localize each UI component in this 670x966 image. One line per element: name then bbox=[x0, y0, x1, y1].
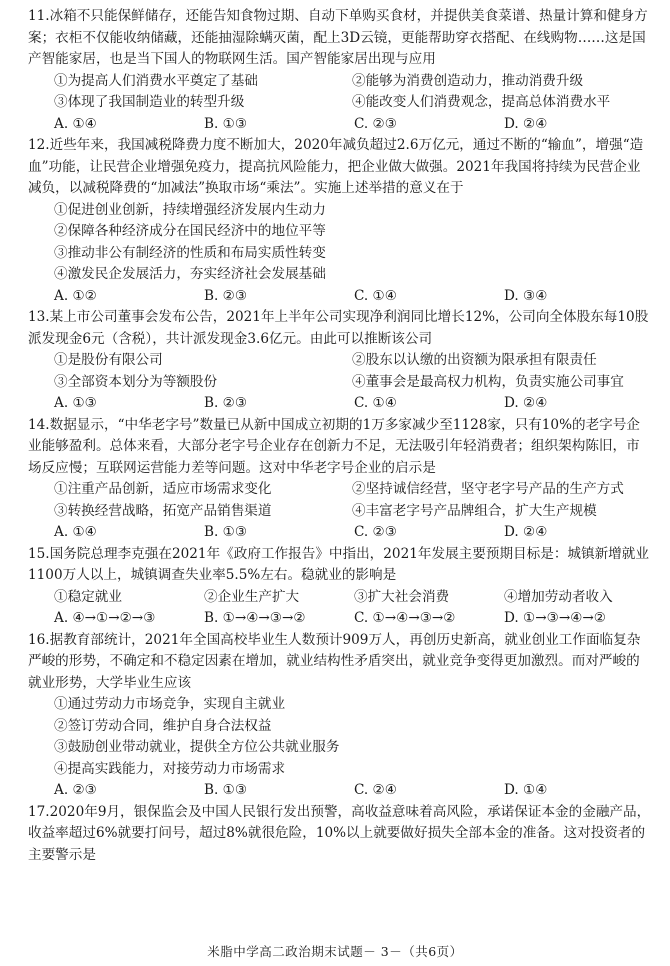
choice-b: B. ①③ bbox=[204, 524, 248, 540]
option-3: ③推动非公有制经济的性质和布局实质性转变 bbox=[54, 244, 326, 261]
option-1: ①为提高人们消费水平奠定了基础 bbox=[54, 72, 258, 89]
choice-b: B. ①③ bbox=[204, 115, 248, 132]
option-3: ③鼓励创业带动就业，提供全方位公共就业服务 bbox=[54, 739, 340, 755]
option-2: ②签订劳动合同，维护自身合法权益 bbox=[54, 717, 272, 734]
option-4: ④激发民企发展活力，夯实经济社会发展基础 bbox=[54, 266, 326, 282]
option-4: ④能改变人们消费观念，提高总体消费水平 bbox=[352, 94, 611, 110]
choice-c: C. ①→④→③→② bbox=[354, 610, 456, 626]
question-15 bbox=[28, 544, 652, 630]
choice-d: D. ①④ bbox=[504, 782, 548, 798]
choice-b: B. ②③ bbox=[204, 287, 248, 304]
question-stem bbox=[28, 415, 652, 480]
choice-a: A. ①② bbox=[54, 287, 97, 304]
choice-b: B. ①③ bbox=[204, 782, 248, 798]
option-4: ④董事会是最高权力机构，负责实施公司事宜 bbox=[352, 373, 624, 390]
choice-d: D. ②④ bbox=[504, 395, 548, 411]
question-14 bbox=[28, 415, 652, 544]
question-stem bbox=[28, 6, 652, 71]
options-grid bbox=[54, 479, 652, 522]
question-stem bbox=[28, 307, 652, 350]
option-1: ①促进创业创新，持续增强经济发展内生动力 bbox=[54, 201, 326, 218]
option-2: ②能够为消费创造动力，推动消费升级 bbox=[352, 72, 584, 89]
question-number: 15. bbox=[28, 545, 50, 562]
question-text: 国务院总理李克强在2021年《政府工作报告》中指出，2021年发展主要预期目标是：城镇新增就业1100万人以上，城镇调查失业率5.5%左右。稳就业的影响是 bbox=[28, 545, 649, 583]
question-text: 近些年来，我国减税降费力度不断加大，2020年减负超过2.6万亿元，通过不断的“输血”，增强“造血”功能，让民营企业增强免疫力，提高抗风险能力，把企业做大做强。2021年我国将持续为民营企业减负，以减税降费的“加减法”换取市场“乘法”。实施上述举措的意义在于 bbox=[28, 137, 644, 196]
option-3: ③体现了我国制造业的转型升级 bbox=[54, 94, 245, 110]
option-2: ②保障各种经济成分在国民经济中的地位平等 bbox=[54, 223, 326, 239]
options-grid bbox=[54, 350, 652, 393]
choice-c: C. ②③ bbox=[354, 115, 397, 132]
question-number: 13. bbox=[28, 309, 50, 325]
question-stem bbox=[28, 135, 652, 200]
choice-c: C. ②③ bbox=[354, 524, 397, 540]
question-stem bbox=[28, 802, 652, 867]
option-1: ①注重产品创新，适应市场需求变化 bbox=[54, 481, 272, 497]
question-text: 据教育部统计，2021年全国高校毕业生人数预计909万人，再创历史新高，就业创业工作面临复杂严峻的形势，不确定和不稳定因素在增加，就业结构性矛盾突出，就业竞争变得更加激烈。而对严峻的就业形势，大学毕业生应该 bbox=[28, 631, 641, 691]
choice-c: C. ①④ bbox=[354, 395, 397, 411]
option-1: ①稳定就业 bbox=[54, 588, 122, 605]
choice-a: A. ④→①→②→③ bbox=[54, 610, 156, 626]
question-number: 14. bbox=[28, 416, 50, 433]
option-2: ②坚持诚信经营，坚守老字号产品的生产方式 bbox=[352, 481, 624, 497]
option-4: ④丰富老字号产品牌组合，扩大生产规模 bbox=[352, 502, 597, 519]
choice-a: A. ①④ bbox=[54, 115, 97, 132]
answer-choices bbox=[54, 286, 652, 308]
options-row bbox=[54, 587, 652, 609]
option-3: ③转换经营战略，拓宽产品销售渠道 bbox=[54, 502, 272, 519]
answer-choices bbox=[54, 780, 652, 802]
answer-choices bbox=[54, 522, 652, 544]
choice-d: D. ③④ bbox=[504, 287, 548, 304]
question-stem bbox=[28, 630, 652, 695]
choice-b: B. ②③ bbox=[204, 395, 248, 411]
answer-choices bbox=[54, 608, 652, 630]
option-2: ②股东以认缴的出资额为限承担有限责任 bbox=[352, 352, 597, 368]
question-text: 2020年9月，银保监会及中国人民银行发出预警，高收益意味着高风险，承诺保证本金的金融产品，收益率超过6%就要打问号，超过8%就很危险，10%以上就要做好损失全部本金的准备。这对投资者的主要警示是 bbox=[28, 803, 651, 863]
choice-a: A. ①④ bbox=[54, 524, 97, 540]
option-3: ③扩大社会消费 bbox=[354, 588, 450, 605]
option-1: ①通过劳动力市场竞争，实现自主就业 bbox=[54, 696, 286, 712]
question-stem bbox=[28, 544, 652, 587]
question-number: 12. bbox=[28, 137, 50, 153]
choice-d: D. ②④ bbox=[504, 524, 548, 540]
options-grid bbox=[54, 71, 652, 114]
answer-choices bbox=[54, 393, 652, 415]
question-number: 17. bbox=[28, 803, 50, 820]
question-number: 16. bbox=[28, 631, 50, 648]
choice-b: B. ①→④→③→② bbox=[204, 610, 306, 626]
question-12 bbox=[28, 135, 652, 307]
choice-a: A. ②③ bbox=[54, 782, 97, 798]
option-3: ③全部资本划分为等额股份 bbox=[54, 373, 218, 390]
choice-d: D. ②④ bbox=[504, 115, 548, 132]
question-text: 数据显示，“中华老字号”数量已从新中国成立初期的1万多家减少至1128家，只有10%的老字号企业能够盈利。总体来看，大部分老字号企业存在创新力不足，无法吸引年轻消费者；组织架构陈旧，市场反应慢；互联网运营能力差等问题。这对中华老字号企业的启示是 bbox=[28, 416, 640, 476]
option-2: ②企业生产扩大 bbox=[204, 588, 300, 605]
option-4: ④增加劳动者收入 bbox=[504, 588, 613, 605]
answer-choices bbox=[54, 114, 652, 136]
page-footer: 米脂中学高二政治期末试题－ 3－（共6页） bbox=[207, 944, 463, 959]
option-4: ④提高实践能力，对接劳动力市场需求 bbox=[54, 760, 286, 777]
choice-d: D. ①→③→④→② bbox=[504, 610, 606, 626]
question-13 bbox=[28, 307, 652, 415]
question-17 bbox=[28, 802, 652, 867]
question-number: 11. bbox=[28, 8, 50, 24]
option-1: ①是股份有限公司 bbox=[54, 352, 163, 368]
choice-c: C. ①④ bbox=[354, 287, 397, 304]
question-text: 某上市公司董事会发布公告，2021年上半年公司实现净利润同比增长12%，公司向全体股东每10股派发现金6元（含税），共计派发现金3.6亿元。由此可以推断该公司 bbox=[28, 309, 649, 347]
choice-c: C. ②④ bbox=[354, 782, 397, 798]
choice-a: A. ①③ bbox=[54, 395, 97, 411]
question-16 bbox=[28, 630, 652, 802]
question-text: 冰箱不只能保鲜储存，还能告知食物过期、自动下单购买食材，并提供美食菜谱、热量计算和健身方案；衣柜不仅能收纳储藏，还能抽湿除螨灭菌，配上3D云镜，更能帮助穿衣搭配、在线购物……这是国产智能家居，也是当下国人的物联网生活。国产智能家居出现与应用 bbox=[28, 8, 648, 67]
question-11 bbox=[28, 6, 652, 135]
